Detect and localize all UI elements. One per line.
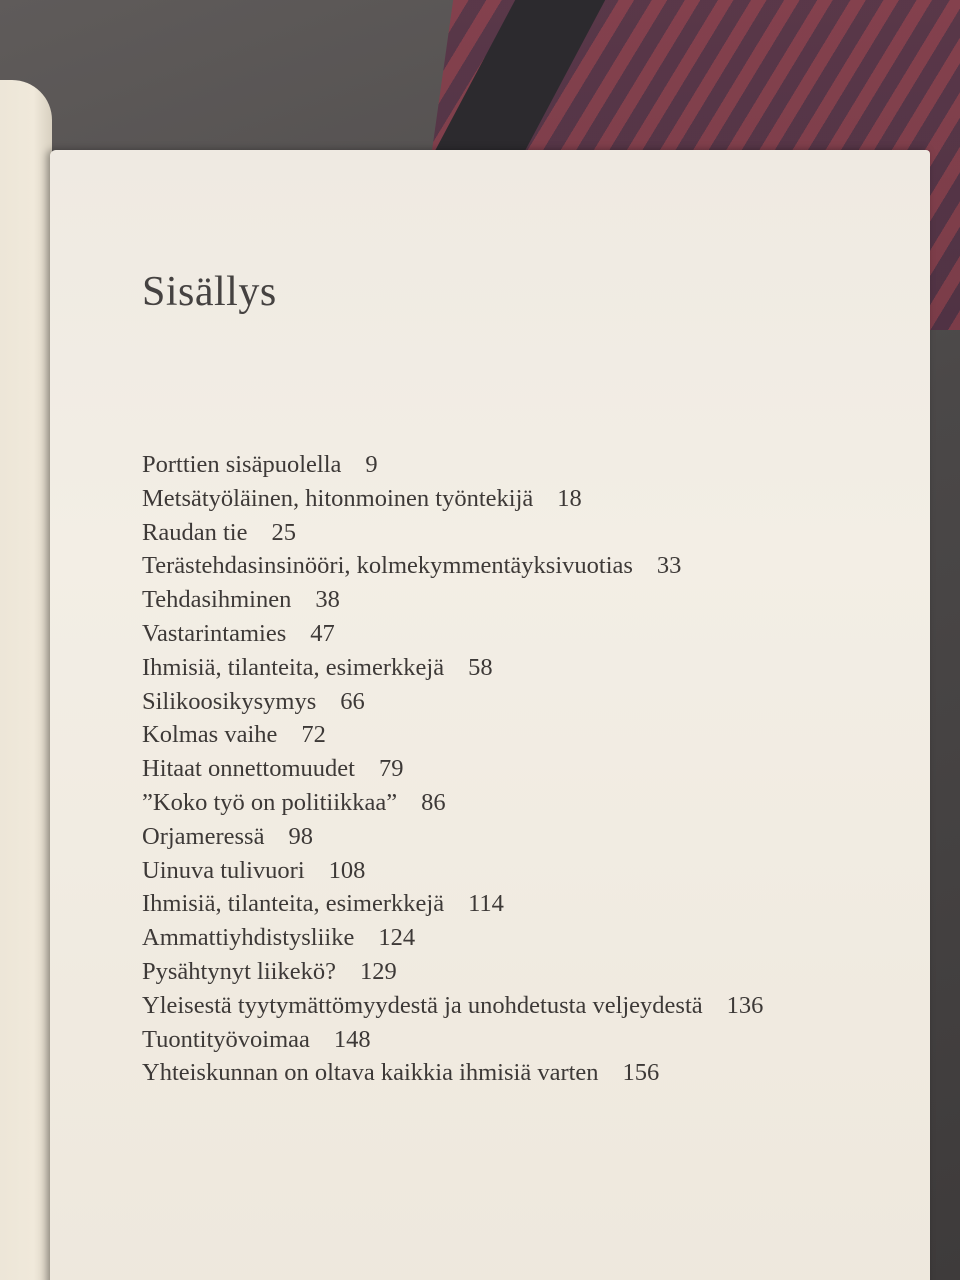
toc-entry bbox=[142, 448, 763, 482]
toc-entry-title: Hitaat onnettomuudet bbox=[142, 755, 355, 783]
toc-entry bbox=[142, 955, 763, 989]
toc-entry-title: Tehdasihminen bbox=[142, 586, 292, 614]
toc-entry-page-number: 148 bbox=[333, 1025, 371, 1053]
toc-entry-title: Yleisestä tyytymättömyydestä ja unohdetusta veljeydestä bbox=[142, 991, 703, 1019]
toc-entry-page-number: 129 bbox=[359, 957, 397, 985]
toc-entry-page-number: 58 bbox=[468, 653, 493, 681]
left-page bbox=[0, 80, 52, 1280]
toc-entry-page-number: 47 bbox=[310, 619, 335, 647]
toc-entry-title: Pysähtynyt liikekö? bbox=[142, 957, 336, 985]
toc-entry-page-number: 98 bbox=[288, 822, 313, 850]
toc-entry-title: ”Koko työ on politiikkaa” bbox=[142, 788, 398, 816]
toc-entry bbox=[142, 516, 763, 550]
toc-entry bbox=[142, 854, 763, 888]
toc-entry bbox=[142, 989, 763, 1023]
toc-entry-title: Ammattiyhdistysliike bbox=[142, 924, 355, 952]
toc-entry-title: Orjameressä bbox=[142, 822, 265, 850]
table-of-contents bbox=[142, 448, 763, 1090]
toc-entry-page-number: 33 bbox=[656, 552, 682, 580]
toc-entry-page-number: 124 bbox=[378, 924, 416, 952]
page-title: Sisällys bbox=[142, 269, 277, 315]
toc-entry-title: Yhteiskunnan on oltava kaikkia ihmisiä varten bbox=[142, 1059, 599, 1087]
toc-entry bbox=[142, 1023, 763, 1057]
toc-entry-page-number: 38 bbox=[315, 586, 340, 614]
toc-entry bbox=[142, 786, 763, 820]
toc-entry bbox=[142, 718, 763, 752]
toc-entry bbox=[142, 752, 763, 786]
toc-entry-page-number: 86 bbox=[421, 788, 446, 816]
toc-entry-title: Vastarintamies bbox=[142, 619, 287, 647]
toc-entry-page-number: 66 bbox=[340, 687, 365, 715]
toc-entry bbox=[142, 617, 763, 651]
toc-entry-page-number: 156 bbox=[622, 1059, 660, 1087]
toc-entry-title: Terästehdasinsinööri, kolmekymmentäyksivuotias bbox=[142, 552, 633, 580]
toc-entry bbox=[142, 549, 763, 583]
toc-entry-title: Metsätyöläinen, hitonmoinen työntekijä bbox=[142, 484, 534, 512]
toc-entry-page-number: 18 bbox=[557, 484, 582, 512]
toc-entry bbox=[142, 887, 763, 921]
toc-entry-page-number: 9 bbox=[365, 451, 378, 478]
toc-entry-title: Ihmisiä, tilanteita, esimerkkejä bbox=[142, 653, 445, 681]
toc-entry-title: Ihmisiä, tilanteita, esimerkkejä bbox=[142, 890, 445, 918]
toc-entry bbox=[142, 820, 763, 854]
toc-entry-title: Tuontityövoimaa bbox=[142, 1025, 310, 1053]
toc-entry bbox=[142, 685, 763, 719]
toc-entry-title: Silikoosikysymys bbox=[142, 687, 317, 715]
toc-entry bbox=[142, 482, 763, 516]
toc-entry-page-number: 79 bbox=[378, 755, 404, 783]
toc-entry-title: Uinuva tulivuori bbox=[142, 856, 305, 884]
toc-entry-page-number: 72 bbox=[301, 721, 326, 749]
book-page bbox=[50, 150, 930, 1280]
toc-entry bbox=[142, 651, 763, 685]
toc-entry bbox=[142, 1056, 763, 1090]
toc-entry-page-number: 108 bbox=[328, 856, 366, 884]
toc-entry-title: Raudan tie bbox=[142, 518, 248, 546]
toc-entry-page-number: 114 bbox=[468, 890, 504, 918]
toc-entry bbox=[142, 921, 763, 955]
toc-entry-page-number: 136 bbox=[726, 991, 764, 1019]
toc-entry bbox=[142, 583, 763, 617]
toc-entry-page-number: 25 bbox=[271, 518, 296, 546]
toc-entry-title: Kolmas vaihe bbox=[142, 721, 278, 749]
toc-entry-title: Porttien sisäpuolella bbox=[142, 451, 342, 478]
